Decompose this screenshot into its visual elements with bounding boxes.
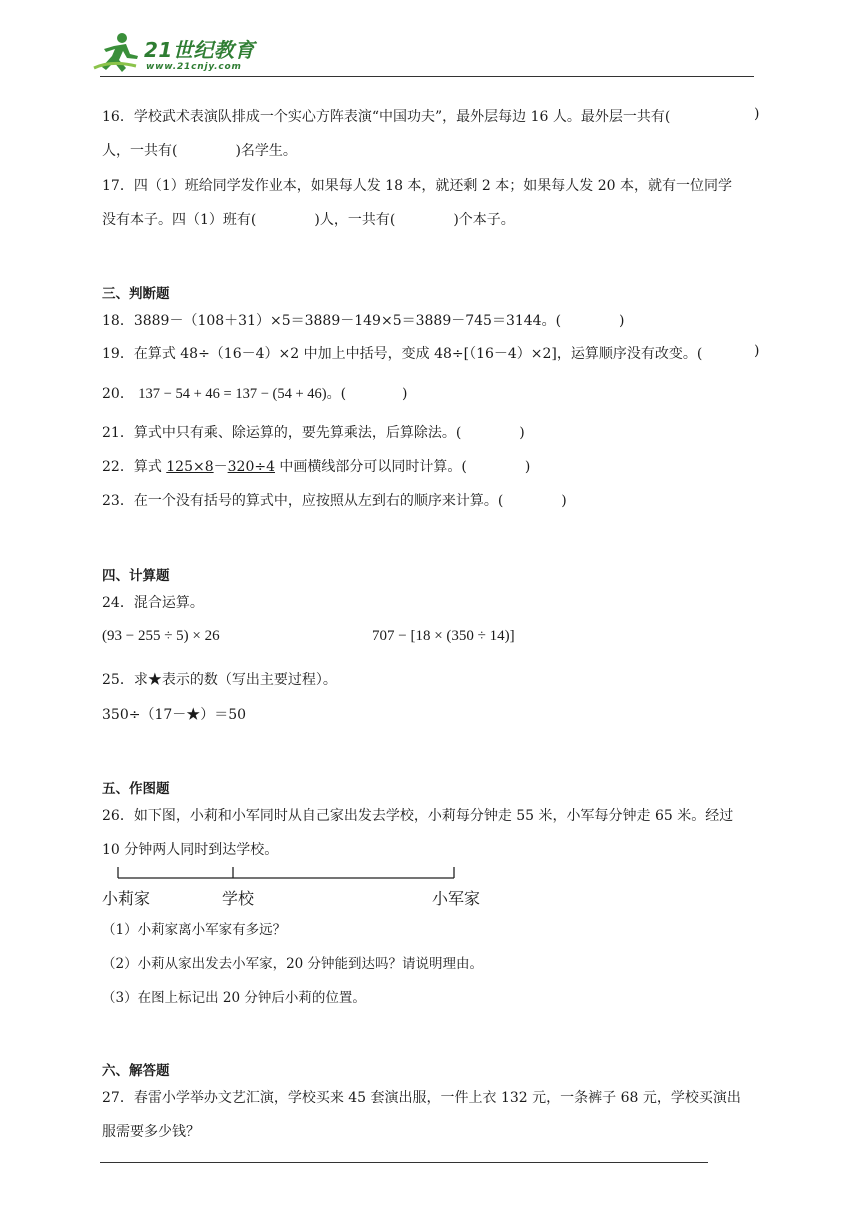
question-18: [102, 310, 625, 330]
question-26-line1: 26．如下图，小莉和小军同时从自己家出发去学校，小莉每分钟走 55 米，小军每分钟走 65 米。经过: [102, 808, 734, 824]
question-22-mid: －: [213, 459, 228, 475]
header-divider: [100, 76, 754, 77]
question-23-text: 23．在一个没有括号的算式中，应按照从左到右的顺序来计算。(: [102, 493, 504, 509]
diagram-label-school: 学校: [222, 889, 255, 908]
question-25-text: 25．求★表示的数（写出主要过程）。: [102, 672, 337, 688]
question-26-sub-2: （2）小莉从家出发去小军家，20 分钟能到达吗？请说明理由。: [102, 956, 484, 972]
question-23-end: ): [561, 493, 567, 509]
question-16-text: 16．学校武术表演队排成一个实心方阵表演“中国功夫”，最外层每边 16 人。最外层一共有(: [102, 109, 671, 125]
question-16-line1: [102, 106, 670, 126]
section-4-title: 四、计算题: [102, 568, 170, 584]
question-18-end: ): [619, 313, 625, 329]
question-22-underline-2: 320÷4: [227, 459, 275, 475]
question-17-line1: 17．四（1）班给同学发作业本，如果每人发 18 本，就还剩 2 本；如果每人发 20 本，就有一位同学: [102, 178, 732, 194]
section-6-title: 六、解答题: [102, 1063, 170, 1079]
logo-url: www.21cnjy.com: [146, 62, 242, 72]
question-25-expr: 350÷（17－★）＝50: [102, 707, 247, 723]
question-26-sub-3: （3）在图上标记出 20 分钟后小莉的位置。: [102, 990, 366, 1006]
question-22-post: 中画横线部分可以同时计算。(: [274, 459, 467, 475]
runner-icon: [92, 30, 142, 76]
question-20-expr: 137 − 54 + 46 = 137 − (54 + 46): [138, 386, 327, 402]
question-17-text-c: )个本子。: [453, 212, 515, 228]
question-22-pre: 22．算式: [102, 459, 167, 475]
question-16-text3: )名学生。: [235, 143, 297, 159]
question-17-line2: [102, 209, 515, 229]
question-26-sub-1: （1）小莉家离小军家有多远？: [102, 922, 287, 938]
question-20-end: ): [402, 386, 408, 402]
question-27-line1: 27．春雷小学举办文艺汇演，学校买来 45 套演出服，一件上衣 132 元，一条裤子 68 元，学校买演出: [102, 1090, 741, 1106]
question-20: [102, 383, 408, 403]
question-21-end: ): [519, 425, 525, 441]
question-18-text: 18．3889－（108＋31）×5＝3889－149×5＝3889－745＝3144。(: [102, 313, 562, 329]
question-19: [102, 343, 702, 363]
question-17-text-b: )人，一共有(: [314, 212, 396, 228]
section-5-title: 五、作图题: [102, 781, 170, 797]
question-19-end: ): [754, 343, 760, 359]
section-3-title: 三、判断题: [102, 286, 170, 302]
question-20-tail: 。(: [326, 386, 347, 402]
question-16-blank1-end: ): [754, 106, 760, 122]
question-20-num: 20．: [102, 386, 134, 402]
question-27-line2: 服需要多少钱？: [102, 1124, 200, 1140]
logo-text: 21世纪教育: [144, 38, 255, 62]
question-16-text2: 人，一共有(: [102, 143, 178, 159]
question-24-text: 24．混合运算。: [102, 595, 204, 611]
logo: [92, 30, 262, 78]
question-17-text-a: 没有本子。四（1）班有(: [102, 212, 257, 228]
diagram-label-xiaojun-home: 小军家: [432, 889, 481, 908]
question-19-text: 19．在算式 48÷（16－4）×2 中加上中括号，变成 48÷[（16－4）×2]，运算顺序没有改变。(: [102, 346, 703, 362]
question-16-line2: [102, 140, 297, 160]
diagram-label-xiaoli-home: 小莉家: [102, 889, 151, 908]
distance-diagram: [112, 864, 492, 884]
question-26-line2: 10 分钟两人同时到达学校。: [102, 842, 279, 858]
question-21: [102, 422, 525, 442]
question-22: [102, 456, 530, 476]
question-23: [102, 490, 567, 510]
question-24-expr-1: (93 − 255 ÷ 5) × 26: [102, 628, 220, 644]
question-21-text: 21．算式中只有乘、除运算的，要先算乘法，后算除法。(: [102, 425, 462, 441]
question-22-underline-1: 125×8: [166, 459, 214, 475]
question-22-end: ): [524, 459, 531, 475]
question-24-expr-2: 707 − [18 × (350 ÷ 14)]: [372, 628, 515, 644]
footer-divider: [100, 1162, 708, 1163]
